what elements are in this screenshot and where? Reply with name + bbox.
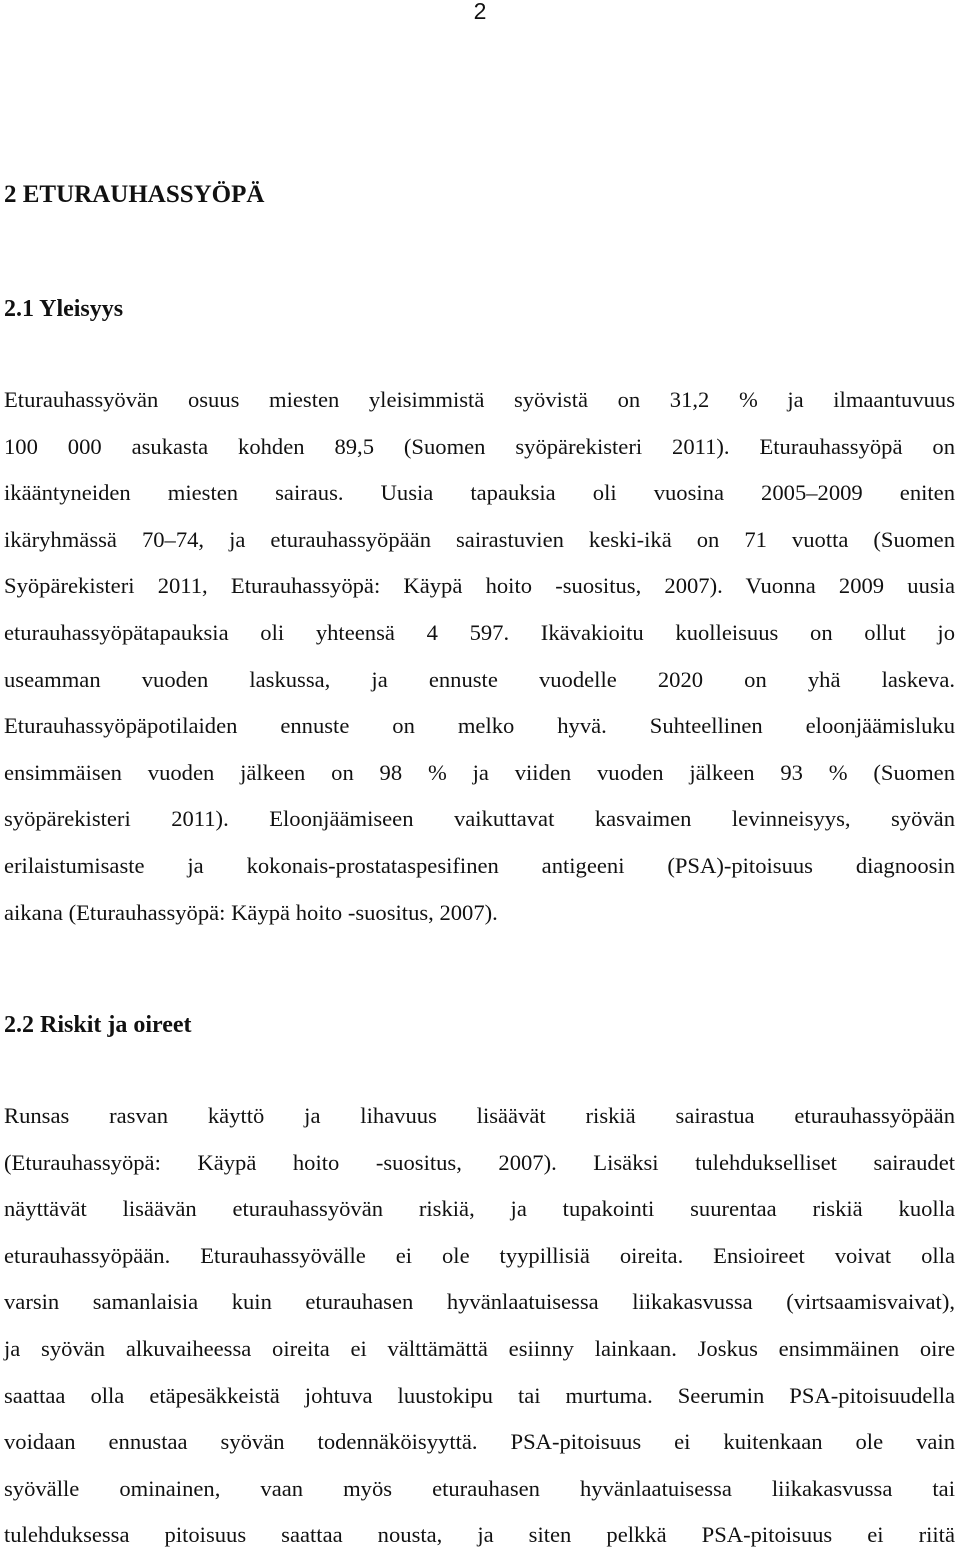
text-line: ensimmäisen vuoden jälkeen on 98 % ja viiden vuoden jälkeen 93 % (Suomen (4, 759, 955, 785)
text-line: voidaan ennustaa syövän todennäköisyyttä. PSA-pitoisuus ei kuitenkaan ole vain (4, 1429, 955, 1455)
text-line: tulehduksessa pitoisuus saattaa nousta, ja siten pelkkä PSA-pitoisuus ei riitä (4, 1522, 955, 1548)
text-line: (Eturauhassyöpä: Käypä hoito -suositus, 2007). Lisäksi tulehdukselliset sairaudet (4, 1149, 955, 1175)
text-line: useamman vuoden laskussa, ja ennuste vuodelle 2020 on yhä laskeva. (4, 666, 955, 692)
section-heading-yleisyys: 2.1 Yleisyys (4, 296, 124, 322)
chapter-heading: 2 ETURAUHASSYÖPÄ (4, 181, 265, 208)
text-line: näyttävät lisäävän eturauhassyövän riskiä, ja tupakointi suurentaa riskiä kuolla (4, 1196, 955, 1222)
text-line: ja syövän alkuvaiheessa oireita ei välttämättä esiinny lainkaan. Joskus ensimmäinen oire (4, 1335, 955, 1361)
text-line: ikääntyneiden miesten sairaus. Uusia tapauksia oli vuosina 2005–2009 eniten (4, 480, 955, 506)
page-number: 2 (473, 0, 487, 24)
text-line: eturauhassyöpään. Eturauhassyövälle ei ole tyypillisiä oireita. Ensioireet voivat olla (4, 1242, 955, 1268)
text-line: syövälle ominainen, vaan myös eturauhasen hyvänlaatuisessa liikakasvussa tai (4, 1475, 955, 1501)
text-line: erilaistumisaste ja kokonais-prostataspesifinen antigeeni (PSA)-pitoisuus diagnoosin (4, 852, 955, 878)
text-line: Syöpärekisteri 2011, Eturauhassyöpä: Käypä hoito -suositus, 2007). Vuonna 2009 uusia (4, 573, 955, 599)
text-line: syöpärekisteri 2011). Eloonjäämiseen vaikuttavat kasvaimen levinneisyys, syövän (4, 806, 955, 832)
text-line: Runsas rasvan käyttö ja lihavuus lisäävät riskiä sairastua eturauhassyöpään (4, 1103, 955, 1128)
text-line: Eturauhassyövän osuus miesten yleisimmistä syövistä on 31,2 % ja ilmaantuvuus (4, 387, 955, 412)
paragraph-yleisyys (4, 377, 955, 936)
text-line: ikäryhmässä 70–74, ja eturauhassyöpään sairastuvien keski-ikä on 71 vuotta (Suomen (4, 526, 955, 552)
text-line: varsin samanlaisia kuin eturauhasen hyvänlaatuisessa liikakasvussa (virtsaamisvaivat), (4, 1289, 955, 1315)
text-line: aikana (Eturauhassyöpä: Käypä hoito -suositus, 2007). (4, 899, 498, 925)
text-line: 100 000 asukasta kohden 89,5 (Suomen syöpärekisteri 2011). Eturauhassyöpä on (4, 433, 955, 459)
section-heading-riskit-ja-oireet: 2.2 Riskit ja oireet (4, 1012, 192, 1038)
text-line: saattaa olla etäpesäkkeistä johtuva luustokipu tai murtuma. Seerumin PSA-pitoisuudella (4, 1382, 955, 1408)
paragraph-riskit-ja-oireet (4, 1093, 955, 1559)
text-line: eturauhassyöpätapauksia oli yhteensä 4 597. Ikävakioitu kuolleisuus on ollut jo (4, 619, 955, 645)
text-line: Eturauhassyöpäpotilaiden ennuste on melko hyvä. Suhteellinen eloonjäämisluku (4, 713, 955, 739)
